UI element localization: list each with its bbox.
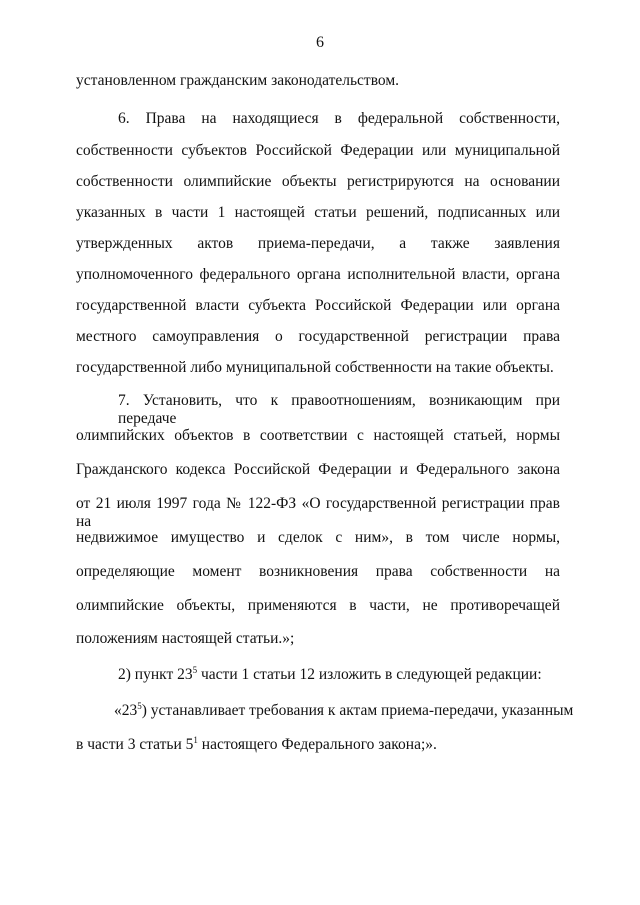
text-line: местного самоуправления о государственной регистрации права xyxy=(76,328,560,345)
quote-l2-suffix: настоящего Федерального закона;». xyxy=(197,736,437,753)
text-line: Гражданского кодекса Российской Федерации и Федерального закона xyxy=(76,461,560,478)
quote-l1-superscript: 5 xyxy=(137,701,142,711)
item2-superscript: 5 xyxy=(192,665,198,675)
text-line: государственной либо муниципальной собственности на такие объекты. xyxy=(76,359,554,376)
quote-line-2 xyxy=(76,736,560,754)
text-line: уполномоченного федерального органа исполнительной власти, органа xyxy=(76,266,560,283)
item2-suffix: части 1 статьи 12 изложить в следующей редакции: xyxy=(197,666,542,683)
text-line: установленном гражданским законодательством. xyxy=(76,72,400,89)
text-line: недвижимое имущество и сделок с ним», в том числе нормы, xyxy=(76,529,560,546)
text-line: утвержденных актов приема-передачи, а также заявления xyxy=(76,235,560,252)
quote-l2-prefix: в части 3 статьи 5 xyxy=(76,736,194,753)
text-line: собственности субъектов Российской Федерации или муниципальной xyxy=(76,142,560,159)
text-line: положениям настоящей статьи.»; xyxy=(76,630,295,647)
text-line: собственности олимпийские объекты регистрируются на основании xyxy=(76,173,560,190)
text-line: указанных в части 1 настоящей статьи решений, подписанных или xyxy=(76,204,560,221)
text-line: определяющие момент возникновения права собственности на xyxy=(76,563,560,580)
text-line: олимпийские объекты, применяются в части, не противоречащей xyxy=(76,597,560,614)
quote-l1-prefix: «23 xyxy=(114,702,138,719)
amendment-item-2 xyxy=(118,666,602,684)
text-line: 6. Права на находящиеся в федеральной собственности, xyxy=(118,110,560,127)
text-line: от 21 июля 1997 года № 122-ФЗ «О государственной регистрации прав на xyxy=(76,495,560,530)
text-line: 7. Установить, что к правоотношениям, возникающим при передаче xyxy=(118,392,560,427)
page-number: 6 xyxy=(316,34,324,51)
item2-prefix: 2) пункт 23 xyxy=(118,666,193,683)
text-line: государственной власти субъекта Российской Федерации или органа xyxy=(76,297,560,314)
quote-l2-superscript: 1 xyxy=(193,735,198,745)
quote-l1-suffix: ) устанавливает требования к актам приема-передачи, указанным xyxy=(141,702,574,719)
text-line: олимпийских объектов в соответствии с настоящей статьей, нормы xyxy=(76,427,560,444)
quote-line-1 xyxy=(114,702,598,720)
